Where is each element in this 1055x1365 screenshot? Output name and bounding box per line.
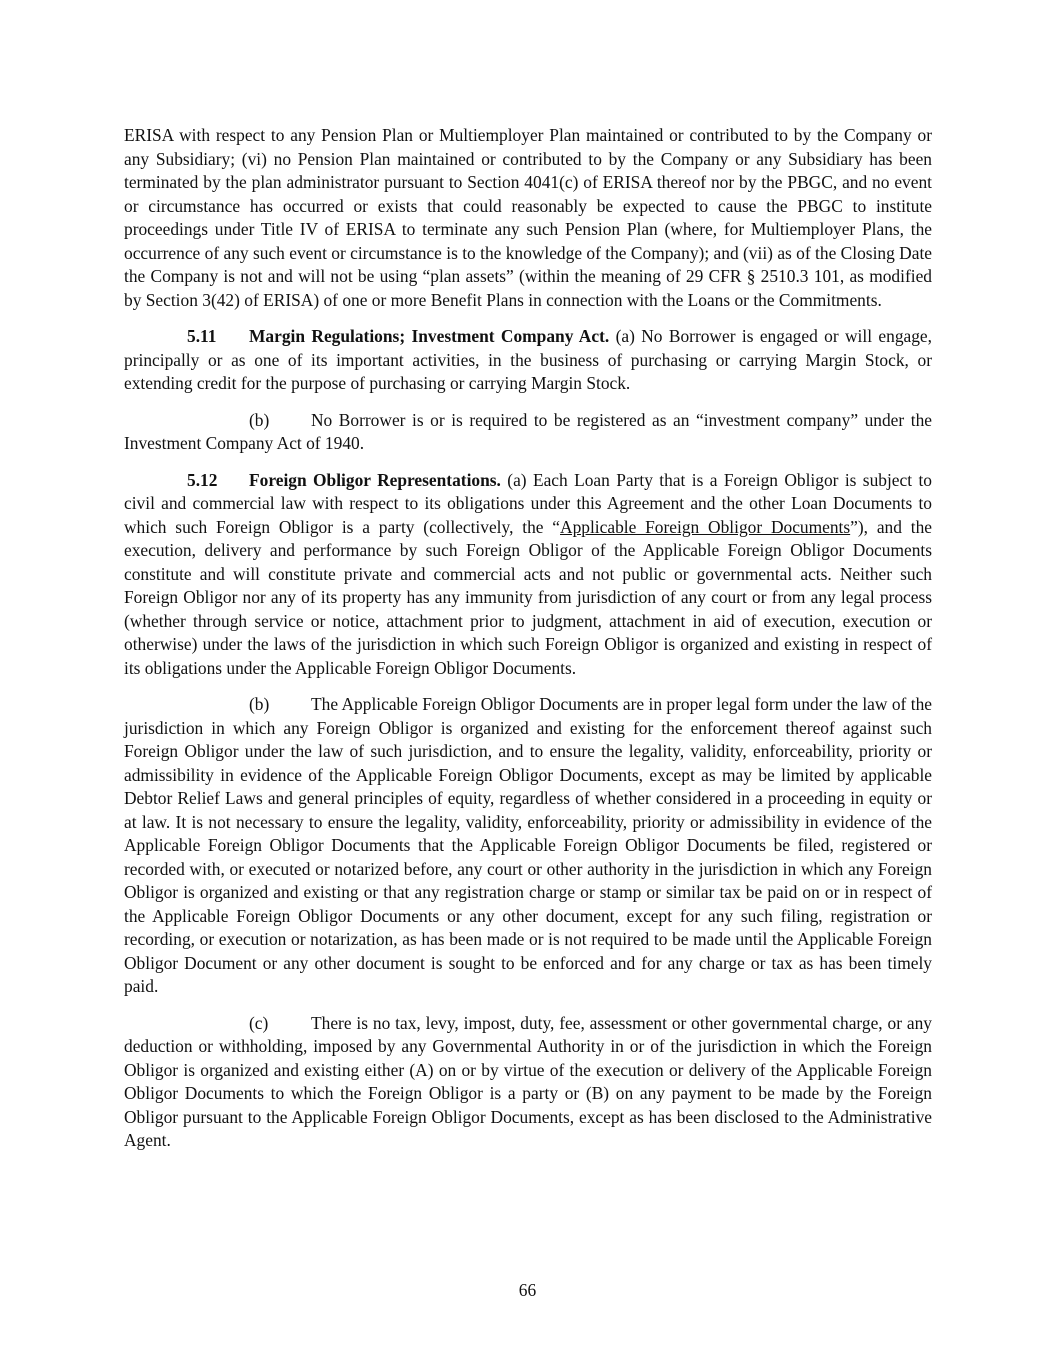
clause-text: No Borrower is or is required to be registered as an “investment company” under the Investment Company Act of 1940. [124, 409, 932, 453]
paragraph-erisa-continuation: ERISA with respect to any Pension Plan or Multiemployer Plan maintained or contributed to by the Company or any Subsidiary; (vi) no Pension Plan maintained or contributed to by the Company or any Subsidiary has been terminated by the plan administrator pursuant to Section 4041(c) of ERISA thereof nor by the PBGC, and no event or circumstance has occurred or exists that could reasonably be expected to cause the PBGC to institute proceedings under Title IV of ERISA to terminate any such Pension Plan (where, for Multiemployer Plans, the occurrence of any such event or circumstance is to the knowledge of the Company); and (vii) as of the Closing Date the Company is not and will not be using “plan assets” (within the meaning of 29 CFR § 2510.3 101, as modified by Section 3(42) of ERISA) of one or more Benefit Plans in connection with the Loans or the Commitments. [124, 125, 932, 310]
section-5-11-paragraph-a [124, 325, 932, 396]
page-number: 66 [518, 1280, 537, 1300]
section-5-12-paragraph-a [124, 469, 932, 681]
section-5-12-paragraph-c [124, 1012, 932, 1153]
defined-term: Applicable Foreign Obligor Documents [560, 516, 851, 537]
clause-label: (b) [249, 694, 270, 714]
section-number: 5.11 [187, 326, 217, 346]
clause-label: (b) [249, 409, 270, 430]
section-text: (a) Each Loan Party that is a Foreign Obligor is subject to civil and commercial law with respect to its obligations under this Agreement and the other Loan Documents to which such Foreign Obligor is a party (collectively, the “ [124, 469, 932, 537]
section-5-11-paragraph-b [124, 409, 932, 456]
clause-label: (c) [249, 1012, 269, 1033]
section-heading: Margin Regulations; Investment Company Act. [249, 326, 610, 346]
document-page [124, 124, 932, 1166]
section-5-12-paragraph-b [124, 693, 932, 999]
section-text-continued: ”), and the execution, delivery and performance by such Foreign Obligor of the Applicable Foreign Obligor Documents constitute and will constitute private and commercial acts and not public or governmental acts. Neither such Foreign Obligor nor any of its property has any immunity from jurisdiction of any court or from any legal process (whether through service or notice, attachment prior to judgment, attachment in aid of execution, execution or otherwise) under the laws of the jurisdiction in which such Foreign Obligor is organized and existing in respect of its obligations under the Applicable Foreign Obligor Documents. [124, 516, 932, 678]
section-heading: Foreign Obligor Representations. [249, 469, 501, 490]
clause-text: The Applicable Foreign Obligor Documents are in proper legal form under the law of the jurisdiction in which any Foreign Obligor is organized and existing for the enforcement thereof against such Foreign Obligor under the law of such jurisdiction, and to ensure the legality, validity, enforceability, priority or admissibility in evidence of the Applicable Foreign Obligor Documents, except as may be limited by applicable Debtor Relief Laws and general principles of equity, regardless of whether considered in a proceeding in equity or at law. It is not necessary to ensure the legality, validity, enforceability, priority or admissibility in evidence of the Applicable Foreign Obligor Documents that the Applicable Foreign Obligor Documents be filed, registered or recorded with, or executed or notarized before, any court or other authority in the jurisdiction in which any Foreign Obligor is organized and existing or that any registration charge or stamp or similar tax be paid on or in respect of the Applicable Foreign Obligor Documents or any other document, except for any such filing, registration or recording, or execution or notarization, as has been made or is not required to be made until the Applicable Foreign Obligor Document or any other document is sought to be enforced and for any charge or tax as has been timely paid. [124, 694, 932, 996]
section-text: (a) No Borrower is engaged or will engage, principally or as one of its important activities, in the business of purchasing or carrying Margin Stock, or extending credit for the purpose of purchasing or carrying Margin Stock. [124, 326, 932, 393]
clause-text: There is no tax, levy, impost, duty, fee, assessment or other governmental charge, or any deduction or withholding, imposed by any Governmental Authority in or of the jurisdiction in which the Foreign Obligor is organized and existing either (A) on or by virtue of the execution or delivery of the Applicable Foreign Obligor Documents to which the Foreign Obligor is a party or (B) on any payment to be made by the Foreign Obligor pursuant to the Applicable Foreign Obligor Documents, except as has been disclosed to the Administrative Agent. [124, 1012, 932, 1150]
section-number: 5.12 [187, 469, 218, 490]
